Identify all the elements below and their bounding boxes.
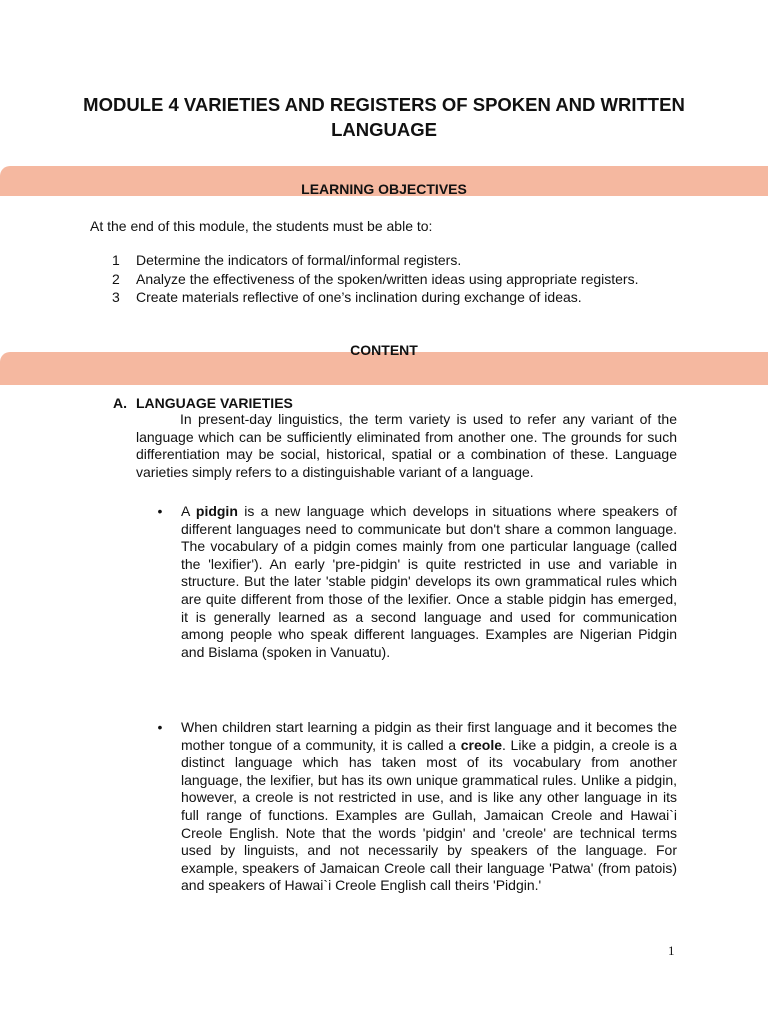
bullet-icon: •: [157, 503, 163, 519]
objective-item: [112, 270, 712, 289]
bullet-item-creole: [157, 719, 677, 895]
intro-text: At the end of this module, the students must be able to:: [90, 218, 433, 234]
bullet-item-pidgin: [157, 503, 677, 661]
objective-item: [112, 251, 712, 270]
bullet-icon: •: [157, 719, 163, 735]
section-paragraph: In present-day linguistics, the term variety is used to refer any variant of the language which can be sufficiently eliminated from another one. The grounds for such differentiation may be social, historical, spatial or a combination of these. Language varieties simply refers to a distinguishable variant of a language.: [136, 411, 677, 480]
bullet-term: creole: [460, 736, 502, 753]
bullet-text-after: is a new language which develops in situations where speakers of different languages need to communicate but don't share a common language. The vocabulary of a pidgin comes mainly from one particular language (called the 'lexifier'). An early 'pre-pidgin' is quite restricted in use and variable in structure. But the later 'stable pidgin' develops its own grammatical rules which are quite different from those of the lexifier. Once a stable pidgin has emerged, it is generally learned as a second language and used for communication among people who speak different languages. Examples are Nigerian Pidgin and Bislama (spoken in Vanuatu).: [181, 503, 677, 660]
section-letter: A.: [113, 395, 127, 411]
section-title: LANGUAGE VARIETIES: [136, 395, 293, 411]
bullet-text-before: When children start learning a pidgin as their first language and it becomes the mother tongue of a community, it is called a: [181, 719, 677, 753]
objective-number: 2: [112, 270, 120, 287]
module-title: MODULE 4 VARIETIES AND REGISTERS OF SPOKEN AND WRITTEN LANGUAGE: [83, 94, 685, 140]
objective-number: 3: [112, 289, 120, 305]
bullet-text-before: A: [181, 503, 196, 519]
objective-text: Determine the indicators of formal/informal registers.: [136, 252, 462, 268]
objective-text: Analyze the effectiveness of the spoken/written ideas using appropriate registers.: [136, 270, 639, 287]
bullet-text-after: . Like a pidgin, a creole is a distinct language which has taken most of its vocabulary from another language, the lexifier, but has its own unique grammatical rules. Unlike a pidgin, however, a creole is not restricted in use, and is like any other language in its full range of functions. Examples are Gullah, Jamaican Creole and Hawai`i Creole English. Note that the words 'pidgin' and 'creole' are technical terms used by linguists, and not necessarily by speakers of the language. For example, speakers of Jamaican Creole call their language 'Patwa' (from patois) and speakers of Hawai`i Creole English call theirs 'Pidgin.': [181, 736, 677, 894]
objective-number: 1: [112, 252, 120, 268]
content-heading: CONTENT: [350, 342, 418, 358]
objective-item: [112, 288, 712, 307]
objectives-heading: LEARNING OBJECTIVES: [301, 181, 467, 197]
section-heading: [113, 394, 293, 412]
objective-text: Create materials reflective of one’s inclination during exchange of ideas.: [136, 289, 582, 305]
page-number: 1: [668, 943, 675, 958]
objectives-list: [112, 251, 712, 307]
bullet-term: pidgin: [195, 503, 238, 519]
